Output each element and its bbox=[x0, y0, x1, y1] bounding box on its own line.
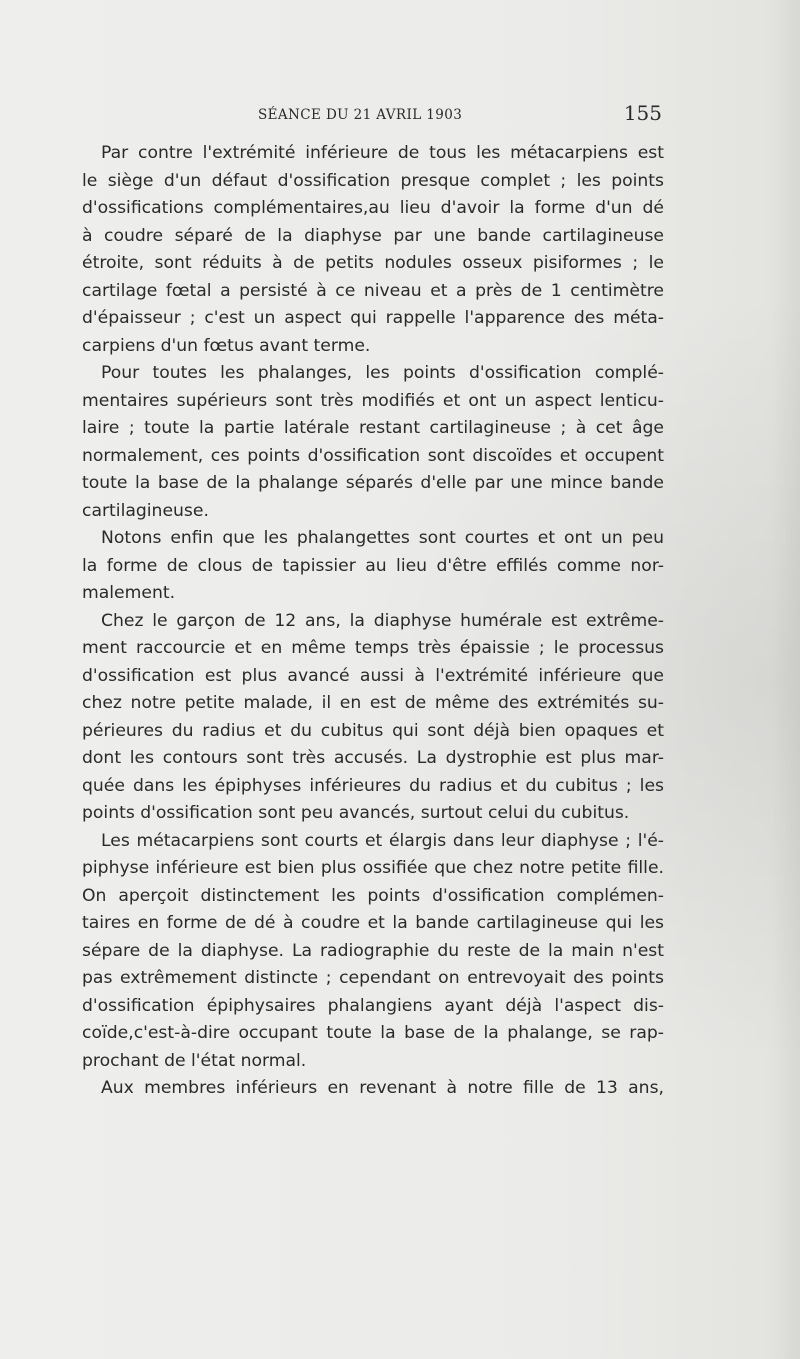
text-line: Chez le garçon de 12 ans, la diaphyse humérale est extrême- bbox=[101, 610, 664, 631]
text-line: sépare de la diaphyse. La radiographie du reste de la main n'est bbox=[82, 940, 664, 961]
page-edge-shadow bbox=[770, 0, 800, 1359]
text-line: normalement, ces points d'ossification sont discoïdes et occupent bbox=[82, 445, 664, 466]
body-text bbox=[82, 140, 664, 1103]
text-line: périeures du radius et du cubitus qui sont déjà bien opaques et bbox=[82, 720, 664, 741]
text-line: d'ossifications complémentaires,au lieu d'avoir la forme d'un dé bbox=[82, 198, 664, 218]
text-line: Aux membres inférieurs en revenant à notre fille de 13 ans, bbox=[101, 1078, 664, 1098]
text-line: pas extrêmement distincte ; cependant on entrevoyait des points bbox=[82, 968, 664, 988]
text-line: cartilagineuse. bbox=[82, 500, 209, 521]
text-line: d'épaisseur ; c'est un aspect qui rappelle l'apparence des méta- bbox=[82, 308, 664, 328]
text-line: malement. bbox=[82, 583, 176, 603]
text-line: Pour toutes les phalanges, les points d'ossification complé- bbox=[101, 363, 664, 383]
running-head: SÉANCE DU 21 AVRIL 1903 bbox=[258, 107, 463, 123]
text-line: Par contre l'extrémité inférieure de tous les métacarpiens est bbox=[101, 143, 664, 163]
text-line: étroite, sont réduits à de petits nodules osseux pisiformes ; le bbox=[82, 253, 664, 273]
text-line: d'ossification épiphysaires phalangiens ayant déjà l'aspect dis- bbox=[82, 995, 664, 1016]
text-line: ment raccourcie et en même temps très épaissie ; le processus bbox=[82, 638, 664, 658]
text-line: toute la base de la phalange séparés d'elle par une mince bande bbox=[82, 473, 664, 493]
text-line: piphyse inférieure est bien plus ossifiée que chez notre petite fille. bbox=[82, 858, 664, 878]
page-header bbox=[82, 101, 664, 127]
text-line: mentaires supérieurs sont très modifiés et ont un aspect lenticu- bbox=[82, 390, 664, 411]
text-line: la forme de clous de tapissier au lieu d'être effilés comme nor- bbox=[82, 555, 664, 576]
text-line: d'ossification est plus avancé aussi à l'extrémité inférieure que bbox=[82, 665, 664, 686]
text-line: carpiens d'un fœtus avant terme. bbox=[82, 335, 371, 356]
text-line: cartilage fœtal a persisté à ce niveau et a près de 1 centimètre bbox=[82, 280, 664, 301]
text-line: à coudre séparé de la diaphyse par une bande cartilagineuse bbox=[82, 225, 664, 246]
text-line: quée dans les épiphyses inférieures du radius et du cubitus ; les bbox=[82, 775, 664, 796]
text-line: prochant de l'état normal. bbox=[82, 1050, 307, 1071]
text-line: coïde,c'est-à-dire occupant toute la base de la phalange, se rap- bbox=[82, 1023, 664, 1043]
text-line: chez notre petite malade, il en est de même des extrémités su- bbox=[82, 693, 664, 713]
page-number: 155 bbox=[623, 101, 662, 125]
text-line: dont les contours sont très accusés. La dystrophie est plus mar- bbox=[82, 748, 664, 768]
text-line: On aperçoit distinctement les points d'ossification complémen- bbox=[82, 885, 664, 906]
text-line: points d'ossification sont peu avancés, surtout celui du cubitus. bbox=[82, 803, 630, 823]
text-line: laire ; toute la partie latérale restant cartilagineuse ; à cet âge bbox=[82, 418, 664, 438]
text-line: Les métacarpiens sont courts et élargis dans leur diaphyse ; l'é- bbox=[101, 830, 664, 851]
text-line: Notons enfin que les phalangettes sont courtes et ont un peu bbox=[101, 528, 664, 548]
text-line: taires en forme de dé à coudre et la bande cartilagineuse qui les bbox=[82, 913, 664, 933]
text-line: le siège d'un défaut d'ossification presque complet ; les points bbox=[82, 170, 664, 191]
